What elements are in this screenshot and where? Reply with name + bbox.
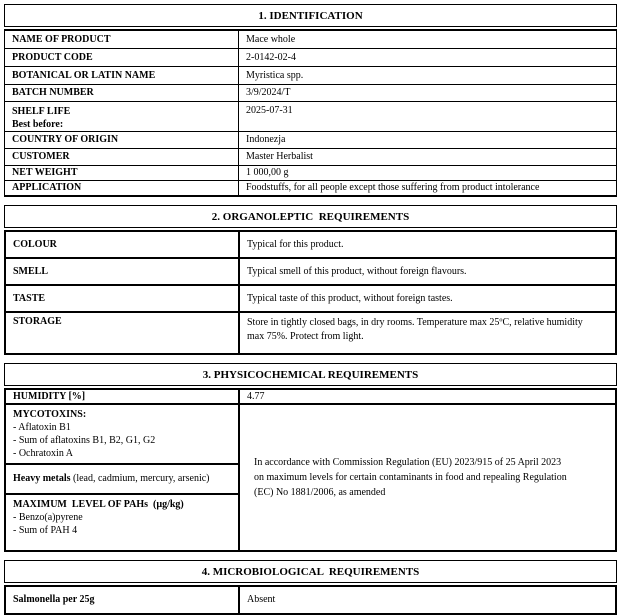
table-row — [5, 67, 617, 85]
table-row — [5, 30, 617, 49]
field-label: COUNTRY OF ORIGIN — [5, 132, 239, 149]
physicochemical-table — [4, 388, 617, 552]
table-row — [5, 49, 617, 67]
section-title-text: 1. IDENTIFICATION — [258, 9, 363, 22]
heavy-metals-cell — [5, 464, 239, 494]
field-label — [5, 102, 239, 132]
field-value — [239, 312, 616, 354]
pahs-item: - Sum of PAH 4 — [13, 525, 78, 536]
mycotoxin-item: - Sum of aflatoxins B1, B2, G1, G2 — [13, 435, 156, 446]
microbiological-table — [4, 585, 617, 615]
field-value: Indonezja — [239, 132, 617, 149]
field-label: PRODUCT CODE — [5, 49, 239, 67]
field-value: Typical taste of this product, without foreign tastes. — [239, 285, 616, 312]
salmonella-label: Salmonella per 25g — [5, 586, 239, 614]
section-identification — [4, 4, 617, 197]
table-row — [5, 231, 616, 258]
table-row — [5, 102, 617, 132]
section-title-text: 4. MICROBIOLOGICAL REQUIREMENTS — [201, 565, 420, 578]
field-label: NET WEIGHT — [5, 166, 239, 181]
section-microbiological-title — [4, 560, 617, 583]
section-physicochemical — [4, 363, 617, 552]
field-value: Master Herbalist — [239, 149, 617, 166]
section-title-text: 2. ORGANOLEPTIC REQUIREMENTS — [211, 210, 410, 223]
field-label: BOTANICAL OR LATIN NAME — [5, 67, 239, 85]
storage-text: Store in tightly closed bags, in dry rooms. Temperature max 25ºC, relative humidity max 75%. Protect from light. — [247, 317, 583, 342]
field-value: 3/9/2024/T — [239, 85, 617, 102]
field-label: APPLICATION — [5, 181, 239, 197]
table-row — [5, 312, 616, 354]
mycotoxins-cell — [5, 404, 239, 464]
mycotoxin-item: - Ochratoxin A — [13, 448, 73, 459]
table-row — [5, 285, 616, 312]
field-label: CUSTOMER — [5, 149, 239, 166]
pahs-heading: MAXIMUM LEVEL OF PAHs (µg/kg) — [13, 499, 184, 510]
section-title-text: 3. PHYSICOCHEMICAL REQUIREMENTS — [202, 368, 419, 381]
field-label: STORAGE — [5, 312, 239, 354]
table-row — [5, 181, 617, 197]
section-organoleptic-title — [4, 205, 617, 228]
field-label: NAME OF PRODUCT — [5, 30, 239, 49]
field-value: Myristica spp. — [239, 67, 617, 85]
shelf-life-label: SHELF LIFE — [12, 106, 71, 117]
humidity-label: HUMIDITY [%] — [5, 389, 239, 404]
organoleptic-table — [4, 230, 617, 355]
heavy-metals-detail: (lead, cadmium, mercury, arsenic) — [70, 473, 210, 484]
mycotoxins-heading: MYCOTOXINS: — [13, 409, 87, 420]
pahs-cell — [5, 494, 239, 551]
field-label: SMELL — [5, 258, 239, 285]
section-microbiological — [4, 560, 617, 615]
field-label: COLOUR — [5, 231, 239, 258]
humidity-value: 4.77 — [239, 389, 616, 404]
table-row — [5, 389, 616, 404]
field-value: 2025-07-31 — [239, 102, 617, 132]
heavy-metals-label: Heavy metals — [13, 473, 71, 484]
field-value: 2-0142-02-4 — [239, 49, 617, 67]
table-row — [5, 404, 616, 464]
regulation-note: In accordance with Commission Regulation (EU) 2023/915 of 25 April 2023 on maximum levels for certain contaminants in food and repealing Regulation (EC) No 1881/2006, as amended — [254, 457, 567, 498]
field-value: Typical for this product. — [239, 231, 616, 258]
field-label: TASTE — [5, 285, 239, 312]
table-row — [5, 166, 617, 181]
field-value: Foodstuffs, for all people except those suffering from product intolerance — [239, 181, 617, 197]
table-row — [5, 586, 616, 614]
table-row — [5, 149, 617, 166]
identification-table — [4, 29, 617, 197]
field-value: 1 000,00 g — [239, 166, 617, 181]
mycotoxin-item: - Aflatoxin B1 — [13, 422, 71, 433]
section-physicochemical-title — [4, 363, 617, 386]
best-before-label: Best before: — [12, 119, 64, 130]
field-value: Mace whole — [239, 30, 617, 49]
field-label: BATCH NUMBER — [5, 85, 239, 102]
pahs-item: - Benzo(a)pyrene — [13, 512, 83, 523]
salmonella-value: Absent — [239, 586, 616, 614]
table-row — [5, 258, 616, 285]
table-row — [5, 132, 617, 149]
section-identification-title — [4, 4, 617, 27]
section-organoleptic — [4, 205, 617, 355]
regulation-note-cell — [239, 404, 616, 551]
field-value: Typical smell of this product, without foreign flavours. — [239, 258, 616, 285]
table-row — [5, 85, 617, 102]
